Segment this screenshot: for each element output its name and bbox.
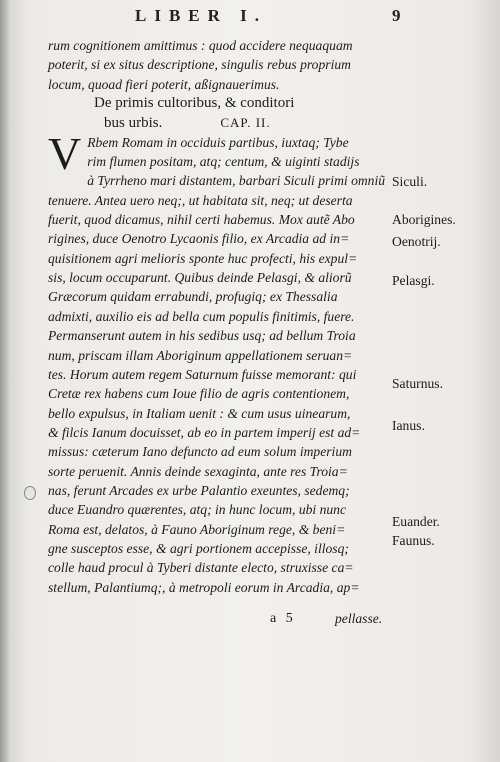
text-line: Roma est, delatos, à Fauno Aboriginum rege, & beni=	[48, 521, 346, 537]
text-line: gne susceptos esse, & agri portionem accepisse, illosq;	[48, 540, 349, 556]
text-line: Græcorum quidam errabundi, profugiq; ex Thessalia	[48, 289, 338, 305]
text-line: poterit, si ex situs descriptione, singulis rebus proprium	[48, 57, 351, 73]
marginal-note-saturnus: Saturnus.	[392, 376, 443, 391]
text-line: sorte peruenit. Annis deinde sexaginta, ante res Troia=	[48, 463, 348, 479]
text-line: rigines, duce Oenotro Lycaonis filio, ex Arcadia ad in=	[48, 231, 350, 247]
page-header	[0, 6, 500, 28]
chapter-number: CAP. II.	[220, 115, 271, 131]
text-line: Cretæ rex habens cum Ioue filio de agris contentionem,	[48, 386, 350, 402]
text-line: nas, ferunt Arcades ex urbe Palantio exeuntes, sedemq;	[48, 482, 350, 498]
text-line: missus: cæterum Iano defuncto ad eum solum imperium	[48, 444, 352, 460]
catchword: pellasse.	[335, 611, 383, 626]
text-line: sis, locum occuparunt. Quibus deinde Pelasgi, & aliorũ	[48, 270, 352, 286]
chapter-heading-line-1: De primis cultoribus, & conditori	[94, 95, 295, 112]
marginal-note-euander: Euander.	[392, 514, 440, 529]
binding-hole	[24, 486, 36, 500]
marginal-note-faunus: Faunus.	[392, 533, 435, 548]
marginal-note-ianus: Ianus.	[392, 418, 425, 433]
chapter-paragraph	[48, 127, 398, 597]
text-line: tes. Horum autem regem Saturnum fuisse memorant: qui	[48, 366, 357, 382]
text-line: fuerit, quod dicamus, nihil certi habemus. Mox autẽ Abo	[48, 212, 355, 228]
marginal-note-oenotrij: Oenotrij.	[392, 234, 441, 249]
text-line: locum, quoad fieri poterit, aßignauerimus.	[48, 76, 280, 92]
marginal-note-pelasgi: Pelasgi.	[392, 273, 435, 288]
text-line: quisitionem agri melioris sponte huc profecti, his expul=	[48, 250, 358, 266]
running-title: LIBER I.	[135, 6, 268, 25]
signature-mark: a 5	[270, 611, 296, 626]
text-line: rim flumen positam, atq; centum, & uiginti stadijs	[87, 154, 360, 170]
text-line: duce Euandro quærentes, atq; in hunc locum, ubi nunc	[48, 502, 347, 518]
text-line: à Tyrrheno mari distantem, barbari Siculi primi omniũ	[87, 173, 386, 189]
text-line: Permanserunt autem in his sedibus usq; ad bellum Troia	[48, 328, 356, 344]
chapter-heading-line-2	[48, 113, 398, 132]
marginal-note-aborigines: Aborigines.	[392, 212, 456, 227]
text-line: num, priscam illam Aboriginum appellationem seruan=	[48, 347, 353, 363]
text-line: stellum, Palantiumq;, à metropoli eorum in Arcadia, ap=	[48, 579, 360, 595]
gutter-shadow	[0, 0, 10, 762]
main-text-block	[48, 36, 398, 597]
text-line: admixti, auxilio eis ad bella cum populis finitimis, fuere.	[48, 308, 355, 324]
chapter-heading-text: bus urbis.	[104, 115, 163, 132]
text-line: bello expulsus, in Italiam uenit : & cum usus uinearum,	[48, 405, 351, 421]
folio-number: 9	[392, 6, 401, 25]
text-line: rum cognitionem amittimus : quod accidere nequaquam	[48, 38, 353, 53]
drop-cap: V	[48, 127, 82, 179]
text-line: Rbem Romam in occiduis partibus, iuxtaq; Tybe	[87, 134, 349, 150]
text-line: colle haud procul à Tyberi distante electo, struxisse ca=	[48, 560, 354, 576]
text-line: & filcis Ianum docuisset, ab eo in partem imperij est ad=	[48, 424, 361, 440]
text-line: tenuere. Antea uero neq;, ut habitata sit, neq; ut deserta	[48, 192, 353, 208]
marginal-note-siculi: Siculi.	[392, 174, 428, 189]
